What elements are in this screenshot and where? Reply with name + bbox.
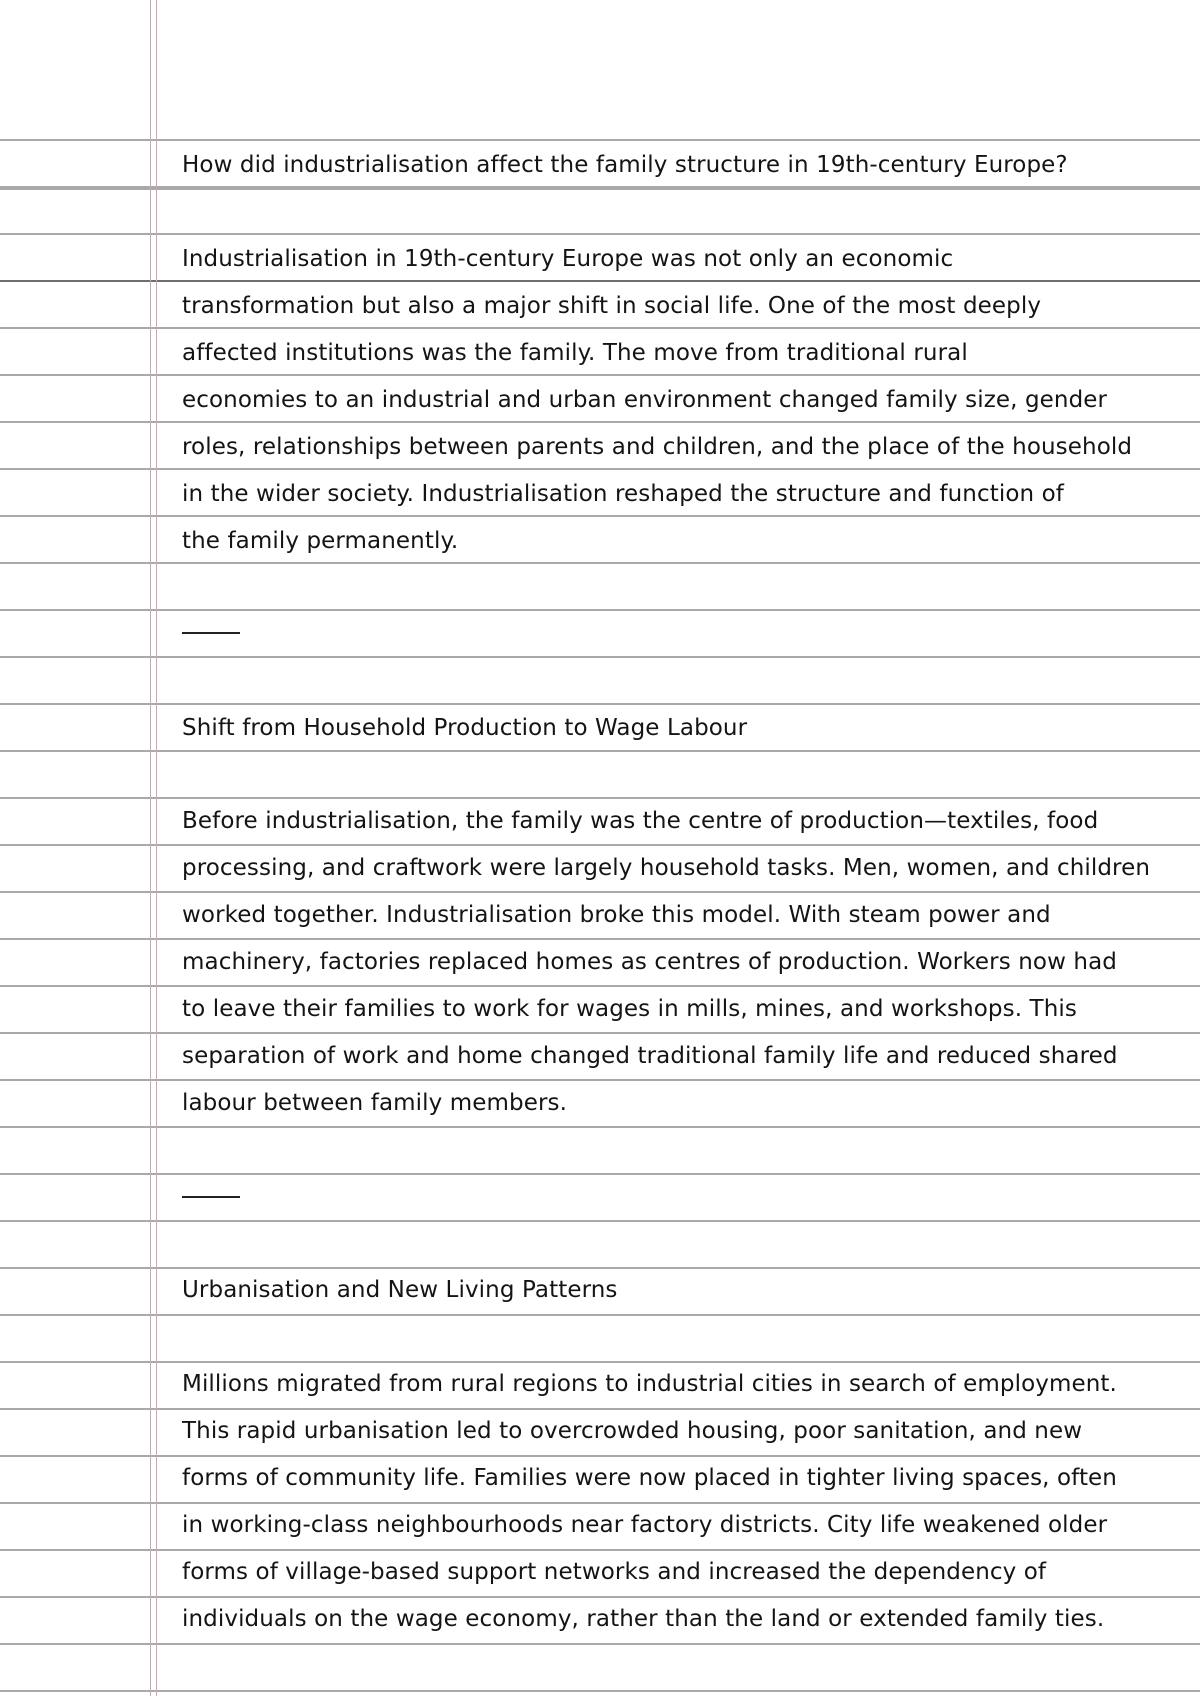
section-line: processing, and craftwork were largely household tasks. Men, women, and children [182, 855, 1151, 881]
ruled-line [0, 985, 1200, 987]
section-line: separation of work and home changed traditional family life and reduced shared [182, 1043, 1118, 1069]
ruled-line [0, 1502, 1200, 1504]
section-divider [182, 1196, 240, 1198]
intro-line: affected institutions was the family. The move from traditional rural [182, 340, 968, 366]
ruled-line [0, 1643, 1200, 1645]
ruled-line [0, 515, 1200, 517]
ruled-line [0, 1173, 1200, 1175]
ruled-line [0, 1690, 1200, 1692]
ruled-line [0, 468, 1200, 470]
ruled-line [0, 1126, 1200, 1128]
ruled-line [0, 1408, 1200, 1410]
ruled-line [0, 1314, 1200, 1316]
section-heading: Shift from Household Production to Wage Labour [182, 715, 748, 741]
ruled-line [0, 1549, 1200, 1551]
section-line: Millions migrated from rural regions to industrial cities in search of employment. [182, 1371, 1117, 1397]
section-line: to leave their families to work for wages in mills, mines, and workshops. This [182, 996, 1077, 1022]
ruled-line [0, 891, 1200, 893]
ruled-line [0, 1032, 1200, 1034]
section-line: machinery, factories replaced homes as centres of production. Workers now had [182, 949, 1117, 975]
ruled-line [0, 1361, 1200, 1363]
ruled-line [0, 938, 1200, 940]
intro-line: economies to an industrial and urban environment changed family size, gender [182, 387, 1108, 413]
ruled-line [0, 139, 1200, 141]
section-line: worked together. Industrialisation broke this model. With steam power and [182, 902, 1051, 928]
ruled-line [0, 1455, 1200, 1457]
section-line: This rapid urbanisation led to overcrowded housing, poor sanitation, and new [182, 1418, 1083, 1444]
section-line: labour between family members. [182, 1090, 568, 1116]
ruled-line [0, 562, 1200, 564]
ruled-line [0, 280, 1200, 282]
ruled-line [0, 609, 1200, 611]
ruled-line [0, 421, 1200, 423]
ruled-line [0, 327, 1200, 329]
ruled-line [0, 1596, 1200, 1598]
ruled-line [0, 1220, 1200, 1222]
ruled-line [0, 188, 1200, 190]
intro-line: Industrialisation in 19th-century Europe was not only an economic [182, 246, 954, 272]
intro-line: transformation but also a major shift in social life. One of the most deeply [182, 293, 1042, 319]
section-line: in working-class neighbourhoods near factory districts. City life weakened older [182, 1512, 1108, 1538]
ruled-line [0, 1267, 1200, 1269]
section-line: forms of village-based support networks and increased the dependency of [182, 1559, 1047, 1585]
intro-line: the family permanently. [182, 528, 459, 554]
ruled-line [0, 656, 1200, 658]
ruled-line [0, 1079, 1200, 1081]
ruled-line [0, 844, 1200, 846]
ruled-line [0, 750, 1200, 752]
section-divider [182, 632, 240, 634]
section-line: forms of community life. Families were now placed in tighter living spaces, often [182, 1465, 1117, 1491]
margin-line-right [156, 0, 157, 1696]
section-heading: Urbanisation and New Living Patterns [182, 1277, 618, 1303]
margin-line-left [150, 0, 151, 1696]
ruled-line [0, 703, 1200, 705]
question-text: How did industrialisation affect the family structure in 19th-century Europe? [182, 152, 1068, 178]
section-line: individuals on the wage economy, rather than the land or extended family ties. [182, 1606, 1105, 1632]
ruled-line [0, 797, 1200, 799]
section-line: Before industrialisation, the family was the centre of production—textiles, food [182, 808, 1099, 834]
ruled-line [0, 374, 1200, 376]
intro-line: roles, relationships between parents and children, and the place of the household [182, 434, 1133, 460]
intro-line: in the wider society. Industrialisation reshaped the structure and function of [182, 481, 1064, 507]
ruled-line [0, 233, 1200, 235]
